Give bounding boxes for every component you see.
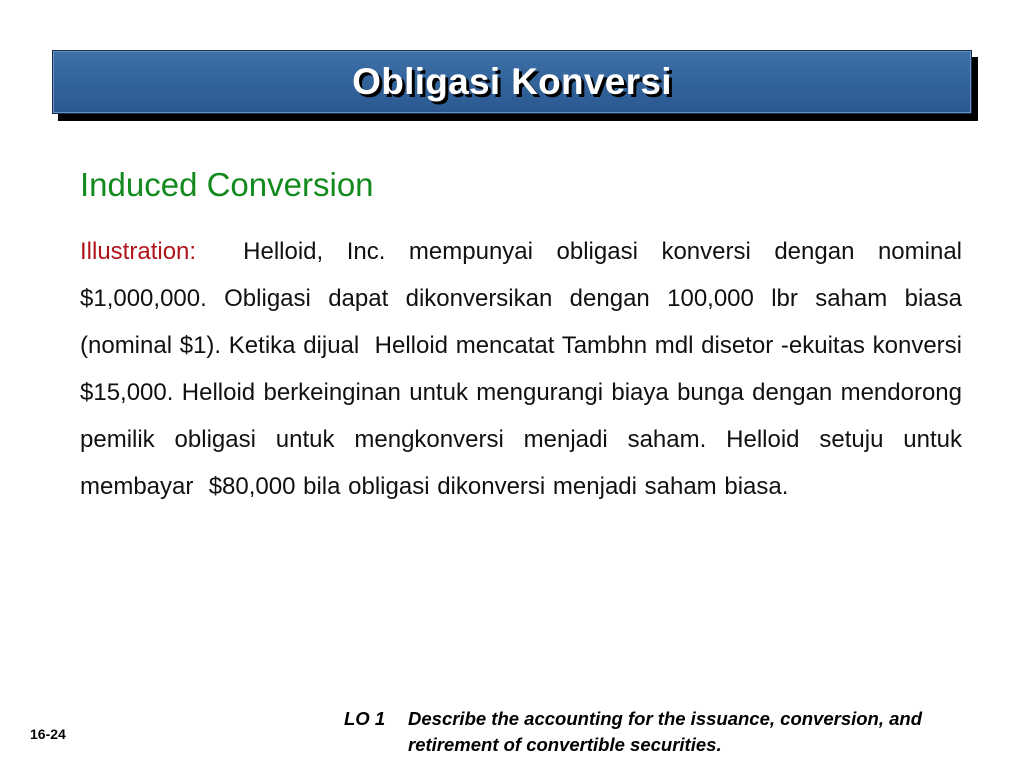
illustration-label: Illustration:	[80, 238, 197, 265]
page-number: 16-24	[30, 726, 66, 742]
lo-label: LO 1	[344, 708, 386, 729]
illustration-body: Helloid, Inc. mempunyai obligasi konversi dengan nominal $1,000,000. Obligasi dapat dikonversikan dengan 100,000 lbr saham biasa (nominal $1). Ketika dijual Helloid mencatat Tambhn mdl disetor -ekuitas konversi $15,000. Helloid berkeinginan untuk mengurangi biaya bunga dengan mendorong pemilik obligasi untuk mengkonversi menjadi saham. Helloid setuju untuk membayar $80,000 bila obligasi dikonversi menjadi saham biasa.	[80, 238, 978, 500]
lo-description: Describe the accounting for the issuance, conversion, and retirement of convertible securities.	[408, 708, 923, 755]
slide-title: Obligasi Konversi	[352, 61, 672, 102]
learning-objective	[344, 706, 1008, 758]
illustration-paragraph	[80, 229, 978, 510]
title-banner	[52, 50, 972, 114]
section-heading: Induced Conversion	[80, 166, 374, 203]
